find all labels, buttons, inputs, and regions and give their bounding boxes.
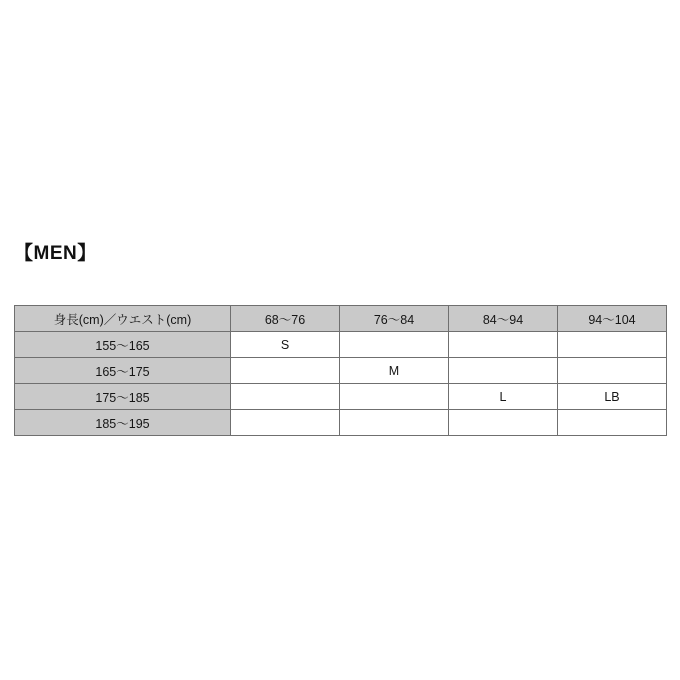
- size-cell: [558, 358, 667, 384]
- size-cell: LB: [558, 384, 667, 410]
- size-cell: M: [340, 358, 449, 384]
- row-header-height-4: 185〜195: [15, 410, 231, 436]
- table-header-row: [15, 306, 667, 332]
- size-cell: [558, 410, 667, 436]
- size-cell: L: [449, 384, 558, 410]
- table-row: [15, 358, 667, 384]
- size-cell: [449, 332, 558, 358]
- column-header-waist-2: 76〜84: [340, 306, 449, 332]
- size-chart-table: [14, 305, 667, 436]
- size-cell: [231, 410, 340, 436]
- size-cell: [231, 358, 340, 384]
- table-corner-header: 身長(cm)／ウエスト(cm): [15, 306, 231, 332]
- size-cell: [449, 358, 558, 384]
- column-header-waist-4: 94〜104: [558, 306, 667, 332]
- column-header-waist-3: 84〜94: [449, 306, 558, 332]
- size-chart-container: [14, 305, 666, 436]
- column-header-waist-1: 68〜76: [231, 306, 340, 332]
- row-header-height-2: 165〜175: [15, 358, 231, 384]
- table-row: [15, 410, 667, 436]
- size-cell: [340, 384, 449, 410]
- table-row: [15, 384, 667, 410]
- size-cell: S: [231, 332, 340, 358]
- size-cell: [449, 410, 558, 436]
- row-header-height-1: 155〜165: [15, 332, 231, 358]
- size-cell: [231, 384, 340, 410]
- page-title: 【MEN】: [14, 243, 97, 264]
- size-cell: [340, 332, 449, 358]
- size-cell: [340, 410, 449, 436]
- size-cell: [558, 332, 667, 358]
- row-header-height-3: 175〜185: [15, 384, 231, 410]
- table-row: [15, 332, 667, 358]
